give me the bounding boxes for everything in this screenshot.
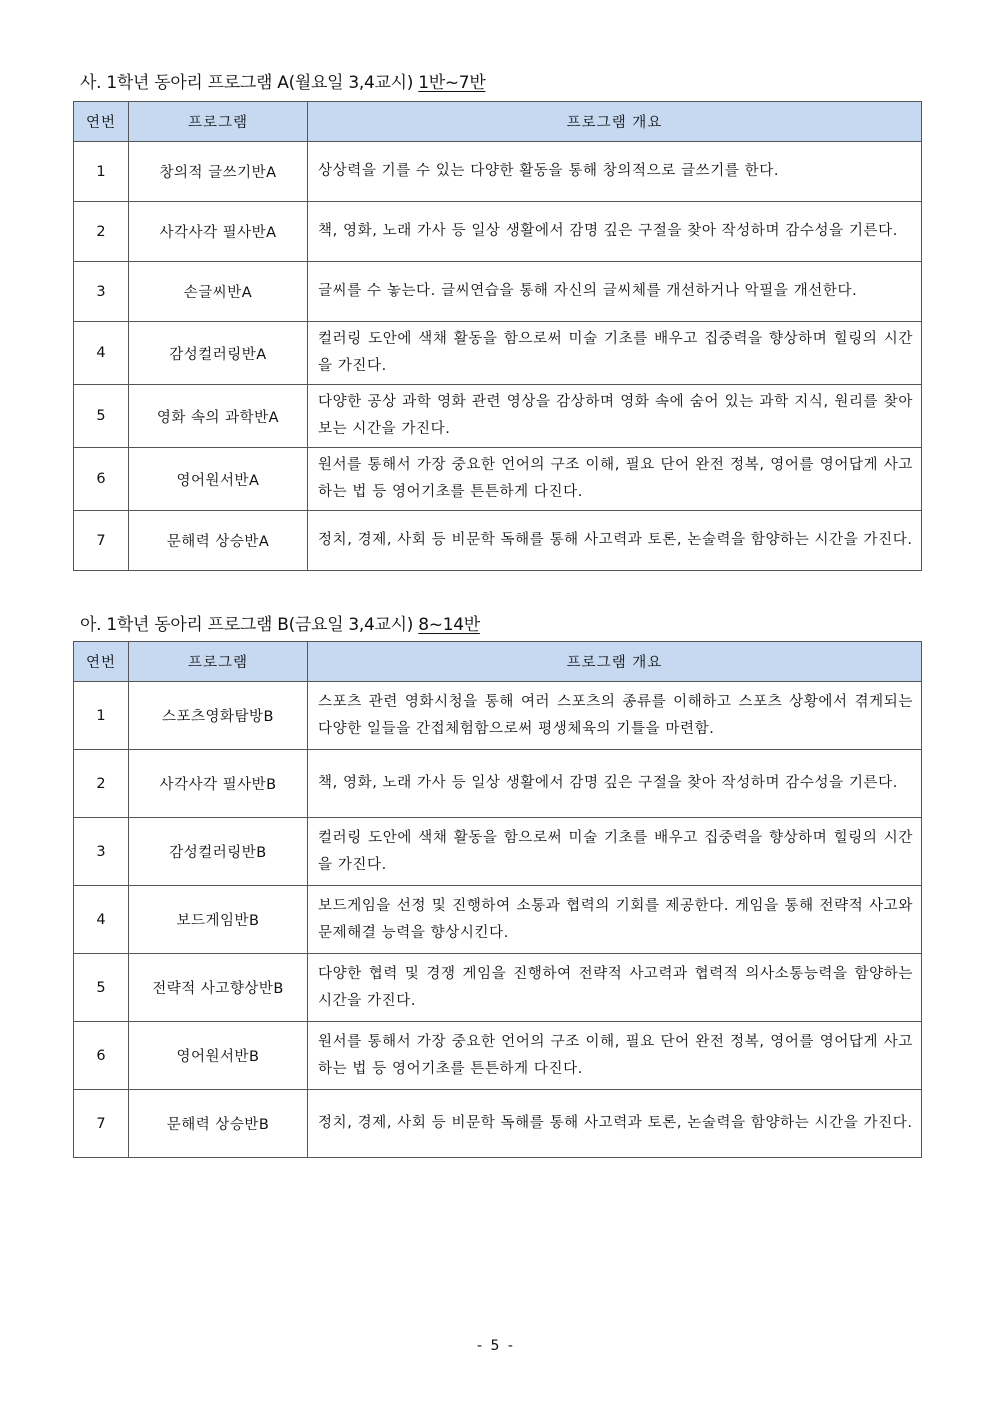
program-name: 창의적 글쓰기반A [129, 142, 308, 202]
row-number: 3 [74, 262, 129, 322]
program-name: 전략적 사고향상반B [129, 954, 308, 1022]
table-row [74, 511, 922, 571]
row-number: 5 [74, 954, 129, 1022]
header-no: 연번 [74, 642, 129, 682]
header-program: 프로그램 [129, 642, 308, 682]
table-row [74, 1090, 922, 1158]
program-summary: 책, 영화, 노래 가사 등 일상 생활에서 감명 깊은 구절을 찾아 작성하며 감수성을 기른다. [308, 750, 922, 818]
program-summary: 스포츠 관련 영화시청을 통해 여러 스포츠의 종류를 이해하고 스포츠 상황에서 겪게되는 다양한 일들을 간접체험함으로써 평생체육의 기틀을 마련함. [308, 682, 922, 750]
section-title-a [80, 68, 485, 93]
table-header-row [74, 102, 922, 142]
program-name: 감성컬러링반A [129, 322, 308, 385]
row-number: 4 [74, 322, 129, 385]
row-number: 4 [74, 886, 129, 954]
program-summary: 원서를 통해서 가장 중요한 언어의 구조 이해, 필요 단어 완전 정복, 영어를 영어답게 사고하는 법 등 영어기초를 튼튼하게 다진다. [308, 1022, 922, 1090]
program-summary: 정치, 경제, 사회 등 비문학 독해를 통해 사고력과 토론, 논술력을 함양하는 시간을 가진다. [308, 511, 922, 571]
program-name: 영화 속의 과학반A [129, 385, 308, 448]
program-summary: 책, 영화, 노래 가사 등 일상 생활에서 감명 깊은 구절을 찾아 작성하며 감수성을 기른다. [308, 202, 922, 262]
program-name: 손글씨반A [129, 262, 308, 322]
row-number: 5 [74, 385, 129, 448]
header-program: 프로그램 [129, 102, 308, 142]
table-row [74, 202, 922, 262]
section-title-a-text: 사. 1학년 동아리 프로그램 A(월요일 3,4교시) [80, 73, 414, 93]
table-row [74, 1022, 922, 1090]
header-summary: 프로그램 개요 [308, 642, 922, 682]
program-table-b [73, 641, 922, 1158]
program-name: 사각사각 필사반A [129, 202, 308, 262]
program-name: 사각사각 필사반B [129, 750, 308, 818]
table-row [74, 322, 922, 385]
program-name: 문해력 상승반A [129, 511, 308, 571]
table-row [74, 886, 922, 954]
row-number: 6 [74, 1022, 129, 1090]
page-number: - 5 - [477, 1338, 515, 1354]
header-summary: 프로그램 개요 [308, 102, 922, 142]
row-number: 7 [74, 511, 129, 571]
table-body-a [74, 142, 922, 571]
program-summary: 다양한 협력 및 경쟁 게임을 진행하여 전략적 사고력과 협력적 의사소통능력을 함양하는 시간을 가진다. [308, 954, 922, 1022]
program-summary: 보드게임을 선정 및 진행하여 소통과 협력의 기회를 제공한다. 게임을 통해 전략적 사고와 문제해결 능력을 향상시킨다. [308, 886, 922, 954]
row-number: 1 [74, 682, 129, 750]
table-row [74, 682, 922, 750]
program-name: 영어원서반B [129, 1022, 308, 1090]
table-row [74, 750, 922, 818]
row-number: 7 [74, 1090, 129, 1158]
table-row [74, 954, 922, 1022]
table-row [74, 142, 922, 202]
row-number: 2 [74, 750, 129, 818]
program-table-a [73, 101, 922, 571]
program-summary: 상상력을 기를 수 있는 다양한 활동을 통해 창의적으로 글쓰기를 한다. [308, 142, 922, 202]
program-name: 영어원서반A [129, 448, 308, 511]
program-summary: 다양한 공상 과학 영화 관련 영상을 감상하며 영화 속에 숨어 있는 과학 지식, 원리를 찾아보는 시간을 가진다. [308, 385, 922, 448]
table-row [74, 262, 922, 322]
section-range-a: 1반~7반 [418, 73, 486, 93]
table-row [74, 385, 922, 448]
table-header-row [74, 642, 922, 682]
section-title-b-text: 아. 1학년 동아리 프로그램 B(금요일 3,4교시) [80, 615, 414, 635]
row-number: 2 [74, 202, 129, 262]
row-number: 3 [74, 818, 129, 886]
program-name: 문해력 상승반B [129, 1090, 308, 1158]
table-body-b [74, 682, 922, 1158]
program-summary: 정치, 경제, 사회 등 비문학 독해를 통해 사고력과 토론, 논술력을 함양하는 시간을 가진다. [308, 1090, 922, 1158]
row-number: 6 [74, 448, 129, 511]
header-no: 연번 [74, 102, 129, 142]
table-row [74, 818, 922, 886]
program-name: 스포츠영화탐방B [129, 682, 308, 750]
section-title-b [80, 610, 480, 635]
program-summary: 원서를 통해서 가장 중요한 언어의 구조 이해, 필요 단어 완전 정복, 영어를 영어답게 사고하는 법 등 영어기초를 튼튼하게 다진다. [308, 448, 922, 511]
program-summary: 컬러링 도안에 색채 활동을 함으로써 미술 기초를 배우고 집중력을 향상하며 힐링의 시간을 가진다. [308, 818, 922, 886]
program-summary: 컬러링 도안에 색채 활동을 함으로써 미술 기초를 배우고 집중력을 향상하며 힐링의 시간을 가진다. [308, 322, 922, 385]
table-row [74, 448, 922, 511]
program-name: 감성컬러링반B [129, 818, 308, 886]
program-summary: 글씨를 수 놓는다. 글씨연습을 통해 자신의 글씨체를 개선하거나 악필을 개선한다. [308, 262, 922, 322]
program-name: 보드게임반B [129, 886, 308, 954]
section-range-b: 8~14반 [418, 615, 480, 635]
row-number: 1 [74, 142, 129, 202]
